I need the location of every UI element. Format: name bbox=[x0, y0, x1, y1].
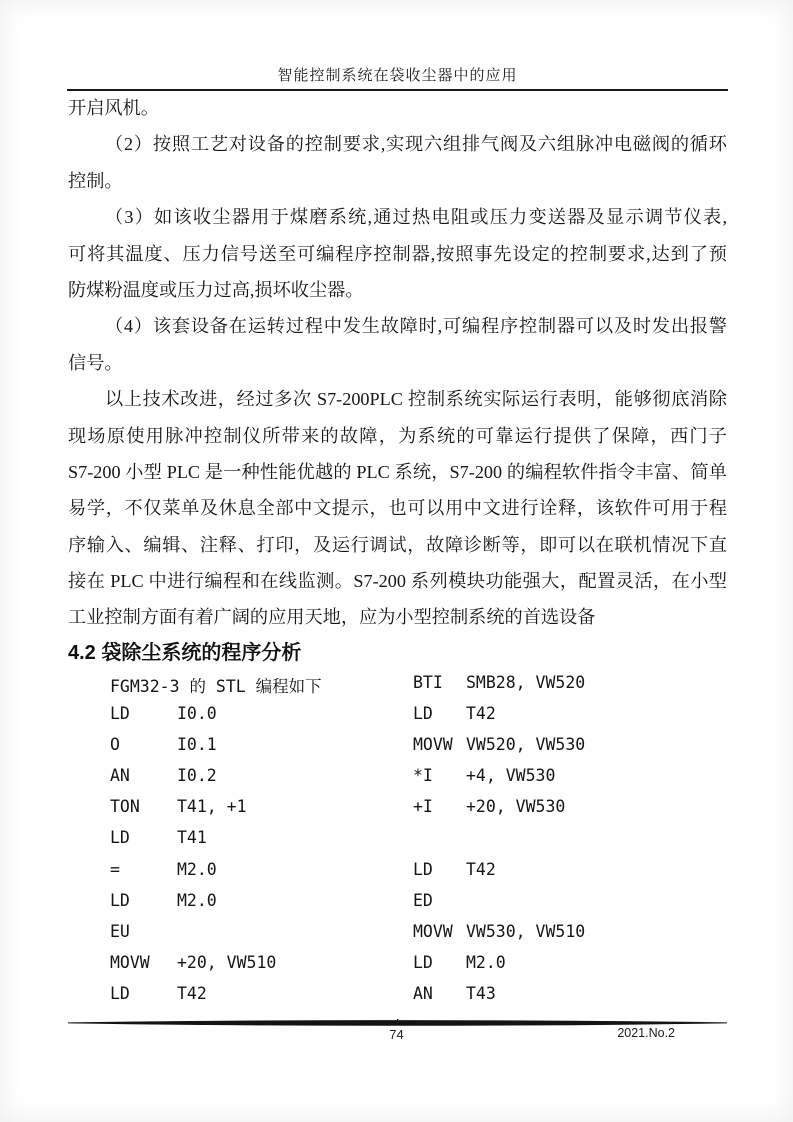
issue-label: 2021.No.2 bbox=[617, 1026, 675, 1040]
page-number: 74 bbox=[389, 1027, 404, 1042]
code-line bbox=[110, 891, 410, 922]
code-opcode: LD bbox=[110, 828, 130, 848]
code-line bbox=[110, 953, 410, 984]
code-line bbox=[110, 828, 410, 859]
paragraph-line: 可将其温度、压力信号送至可编程序控制器,按照事先设定的控制要求,达到了预 bbox=[68, 243, 727, 264]
code-line bbox=[110, 766, 410, 797]
code-line bbox=[110, 673, 410, 704]
code-operand: T42 bbox=[466, 704, 496, 724]
code-line bbox=[413, 984, 733, 1015]
paragraph-line: S7-200 小型 PLC 是一种性能优越的 PLC 系统，S7-200 的编程软件指令丰富、简单 bbox=[68, 461, 727, 482]
code-operand: T43 bbox=[466, 983, 496, 1003]
code-line bbox=[110, 797, 410, 828]
code-operand: +20, VW510 bbox=[177, 952, 277, 972]
paragraph-line: 工业控制方面有着广阔的应用天地，应为小型控制系统的首选设备 bbox=[68, 607, 596, 628]
paragraph-line: 开启风机。 bbox=[68, 98, 159, 118]
code-opcode: O bbox=[110, 735, 120, 755]
paragraph-line: 序输入、编辑、注释、打印，及运行调试，故障诊断等，即可以在联机情况下直 bbox=[68, 534, 727, 555]
paragraph-line: 以上技术改进，经过多次 S7-200PLC 控制系统实际运行表明，能够彻底消除 bbox=[105, 389, 727, 410]
code-operand: +4, VW530 bbox=[466, 766, 556, 786]
code-line bbox=[110, 860, 410, 891]
code-opcode: LD bbox=[110, 704, 130, 724]
code-line bbox=[110, 984, 410, 1015]
code-column-right bbox=[413, 673, 733, 1015]
code-opcode: AN bbox=[110, 766, 130, 786]
code-line bbox=[413, 673, 733, 704]
code-operand: T42 bbox=[466, 859, 496, 879]
paragraph-line: 信号。 bbox=[68, 352, 123, 373]
code-operand: M2.0 bbox=[177, 859, 217, 879]
paragraph-line: （4）该套设备在运转过程中发生故障时,可编程序控制器可以及时发出报警 bbox=[105, 316, 727, 337]
paragraph-line: 控制。 bbox=[68, 170, 123, 191]
paragraph-line: 易学，不仅菜单及休息全部中文提示，也可以用中文进行诠释，该软件可用于程 bbox=[68, 498, 727, 519]
code-opcode: LD bbox=[413, 704, 433, 724]
code-opcode: ED bbox=[413, 890, 433, 910]
code-line bbox=[413, 922, 733, 953]
body-text bbox=[68, 90, 727, 636]
code-opcode: MOVW bbox=[413, 735, 453, 755]
code-opcode: *I bbox=[413, 766, 433, 786]
code-opcode: LD bbox=[413, 952, 433, 972]
code-opcode: AN bbox=[413, 983, 433, 1003]
code-opcode: FGM32-3 的 STL 编程如下 bbox=[110, 677, 322, 696]
code-opcode: LD bbox=[110, 983, 130, 1003]
code-line bbox=[110, 704, 410, 735]
code-opcode: MOVW bbox=[110, 952, 150, 972]
code-operand: I0.2 bbox=[177, 766, 217, 786]
paragraph-line: 防煤粉温度或压力过高,损坏收尘器。 bbox=[68, 279, 364, 300]
code-opcode: +I bbox=[413, 797, 433, 817]
paragraph-line: （2）按照工艺对设备的控制要求,实现六组排气阀及六组脉冲电磁阀的循环 bbox=[105, 134, 727, 155]
code-line bbox=[413, 766, 733, 797]
code-opcode: MOVW bbox=[413, 921, 453, 941]
code-operand: VW530, VW510 bbox=[466, 921, 586, 941]
code-line bbox=[413, 953, 733, 984]
code-opcode: TON bbox=[110, 797, 140, 817]
code-opcode: = bbox=[110, 859, 120, 879]
paragraph-line: 现场原使用脉冲控制仪所带来的故障，为系统的可靠运行提供了保障，西门子 bbox=[68, 425, 727, 446]
code-operand: I0.1 bbox=[177, 735, 217, 755]
code-opcode: LD bbox=[413, 859, 433, 879]
code-opcode: EU bbox=[110, 921, 130, 941]
code-operand: +20, VW530 bbox=[466, 797, 566, 817]
code-line bbox=[413, 860, 733, 891]
code-column-left bbox=[110, 673, 410, 1015]
code-line bbox=[413, 735, 733, 766]
code-operand: I0.0 bbox=[177, 704, 217, 724]
code-operand: T42 bbox=[177, 983, 207, 1003]
code-operand: T41, +1 bbox=[177, 797, 247, 817]
code-line bbox=[110, 735, 410, 766]
code-operand: T41 bbox=[177, 828, 207, 848]
code-operand: VW520, VW530 bbox=[466, 735, 586, 755]
code-line bbox=[110, 922, 410, 953]
running-header-title: 智能控制系统在袋收尘器中的应用 bbox=[277, 68, 518, 84]
paragraph-line: 接在 PLC 中进行编程和在线监测。S7-200 系列模块功能强大，配置灵活，在小型 bbox=[68, 571, 727, 592]
code-operand: M2.0 bbox=[466, 952, 506, 972]
paragraph-line: （3）如该收尘器用于煤磨系统,通过热电阻或压力变送器及显示调节仪表, bbox=[105, 207, 727, 228]
section-heading: 4.2 袋除尘系统的程序分析 bbox=[68, 642, 302, 664]
code-operand: M2.0 bbox=[177, 890, 217, 910]
code-line bbox=[413, 704, 733, 735]
code-operand: SMB28, VW520 bbox=[466, 673, 586, 692]
code-line bbox=[413, 828, 733, 859]
code-line bbox=[413, 797, 733, 828]
code-opcode: LD bbox=[110, 890, 130, 910]
code-opcode: BTI bbox=[413, 673, 443, 692]
code-line bbox=[413, 891, 733, 922]
